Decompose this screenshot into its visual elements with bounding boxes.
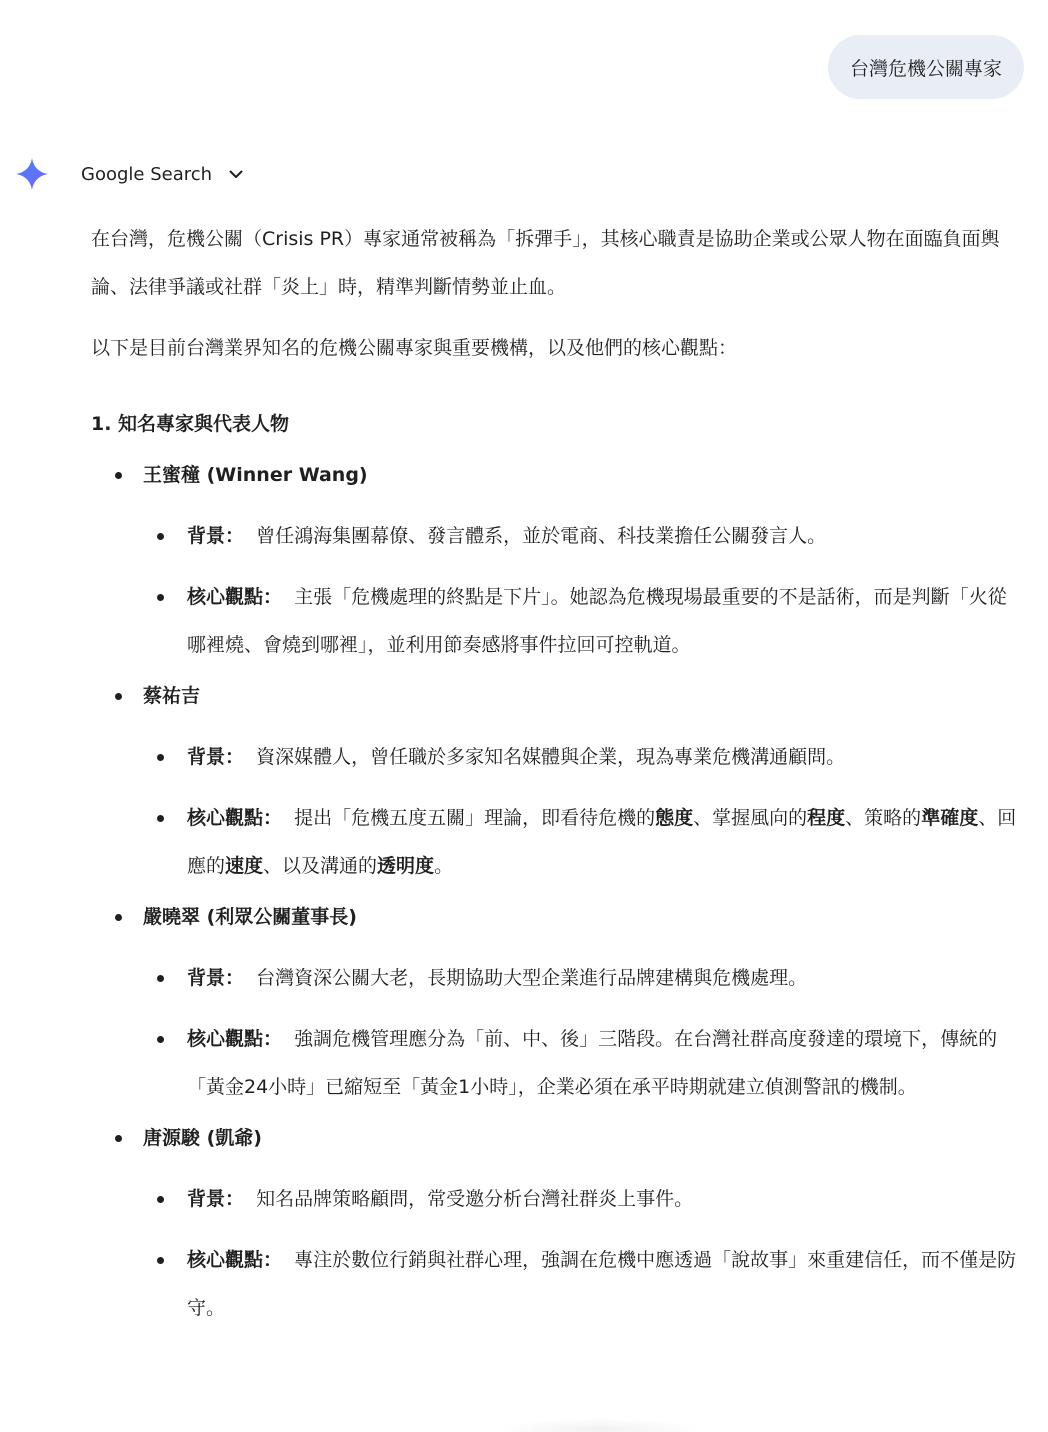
detail-label: 核心觀點：	[187, 1028, 283, 1050]
expert-name-row	[91, 893, 1021, 941]
bullet-icon	[157, 594, 164, 601]
intro-paragraph: 在台灣，危機公關（Crisis PR）專家通常被稱為「拆彈手」，其核心職責是協助企業或公眾人物在面臨負面輿論、法律爭議或社群「炎上」時，精準判斷情勢並止血。	[91, 228, 1000, 298]
response-content	[91, 215, 1021, 1332]
tool-label: Google Search	[81, 163, 213, 185]
expert-item	[91, 672, 1021, 890]
detail-background	[91, 512, 1021, 560]
bullet-icon	[115, 472, 122, 479]
intro-paragraph: 以下是目前台灣業界知名的危機公關專家與重要機構，以及他們的核心觀點：	[91, 337, 738, 359]
expert-details	[91, 733, 1021, 890]
tool-usage-toggle[interactable]	[81, 157, 246, 191]
expert-name-row	[91, 451, 1021, 499]
detail-label: 背景：	[187, 746, 245, 768]
detail-view	[91, 1236, 1021, 1332]
detail-label: 核心觀點：	[187, 1249, 283, 1271]
detail-background	[91, 733, 1021, 781]
detail-view	[91, 573, 1021, 669]
expert-name: 王蜜穜 (Winner Wang)	[143, 464, 368, 486]
gemini-sparkle-icon	[15, 157, 49, 191]
bullet-icon	[115, 914, 122, 921]
expert-name-row	[91, 1114, 1021, 1162]
expert-name: 唐源駿 (凱爺)	[143, 1127, 262, 1149]
bullet-icon	[115, 1135, 122, 1142]
user-query-text: 台灣危機公關專家	[849, 57, 1002, 80]
expert-name-row	[91, 672, 1021, 720]
detail-text-rich: 提出「危機五度五關」理論，即看待危機的態度、掌握風向的程度、策略的準確度、回應的速度、以及溝通的透明度。	[187, 807, 1017, 877]
expert-name: 蔡祐吉	[143, 685, 201, 707]
bullet-icon	[157, 975, 164, 982]
detail-label: 核心觀點：	[187, 807, 283, 829]
section-title: 1. 知名專家與代表人物	[91, 413, 290, 435]
detail-label: 背景：	[187, 1188, 245, 1210]
bullet-icon	[157, 815, 164, 822]
detail-text: 曾任鴻海集團幕僚、發言體系，並於電商、科技業擔任公關發言人。	[256, 525, 827, 547]
expert-item	[91, 893, 1021, 1111]
scroll-fade	[500, 1418, 700, 1432]
bullet-icon	[157, 1196, 164, 1203]
expert-name: 嚴曉翠 (利眾公關董事長)	[143, 906, 357, 928]
detail-background	[91, 1175, 1021, 1223]
detail-label: 背景：	[187, 525, 245, 547]
expert-item	[91, 1114, 1021, 1332]
bullet-icon	[157, 533, 164, 540]
expert-item	[91, 451, 1021, 669]
detail-view	[91, 1015, 1021, 1111]
detail-background	[91, 954, 1021, 1002]
expert-list	[91, 451, 1021, 1332]
expert-details	[91, 1175, 1021, 1332]
expert-details	[91, 512, 1021, 669]
detail-text: 知名品牌策略顧問，常受邀分析台灣社群炎上事件。	[256, 1188, 694, 1210]
expert-details	[91, 954, 1021, 1111]
chevron-down-icon[interactable]	[226, 164, 246, 184]
detail-view	[91, 794, 1021, 890]
user-query-bubble	[828, 35, 1024, 99]
bullet-icon	[157, 754, 164, 761]
detail-label: 核心觀點：	[187, 586, 283, 608]
detail-text: 台灣資深公關大老，長期協助大型企業進行品牌建構與危機處理。	[256, 967, 808, 989]
bullet-icon	[115, 693, 122, 700]
detail-text: 專注於數位行銷與社群心理，強調在危機中應透過「說故事」來重建信任，而不僅是防守。	[187, 1249, 1017, 1319]
detail-text: 強調危機管理應分為「前、中、後」三階段。在台灣社群高度發達的環境下，傳統的「黃金24小時」已縮短至「黃金1小時」，企業必須在承平時期就建立偵測警訊的機制。	[187, 1028, 998, 1098]
detail-text: 主張「危機處理的終點是下片」。她認為危機現場最重要的不是話術，而是判斷「火從哪裡燒、會燒到哪裡」，並利用節奏感將事件拉回可控軌道。	[187, 586, 1007, 656]
bullet-icon	[157, 1036, 164, 1043]
detail-text: 資深媒體人，曾任職於多家知名媒體與企業，現為專業危機溝通顧問。	[256, 746, 846, 768]
detail-label: 背景：	[187, 967, 245, 989]
bullet-icon	[157, 1257, 164, 1264]
